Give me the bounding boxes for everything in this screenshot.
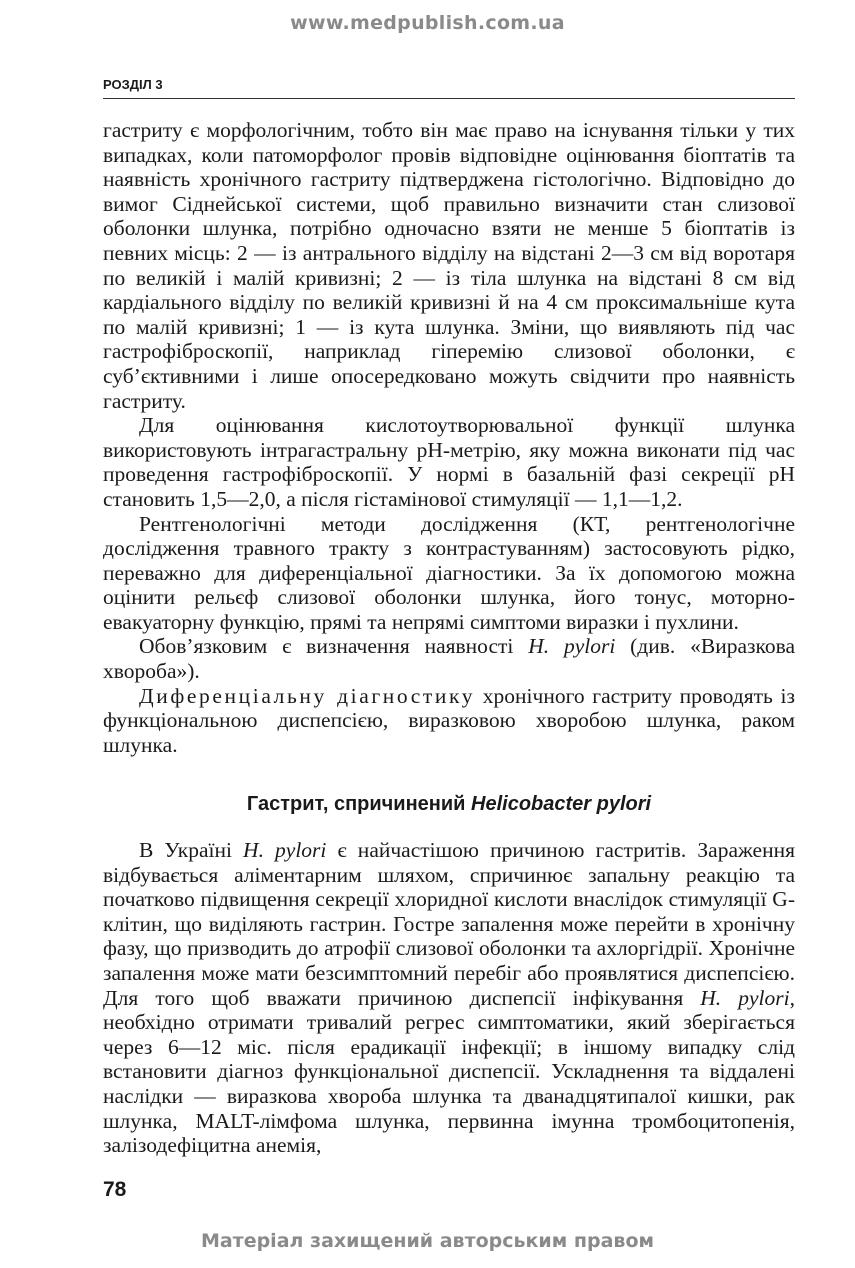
paragraph-6-text-a: В Україні (139, 838, 244, 862)
paragraph-4 (103, 634, 795, 683)
paragraph-5-text: хронічного гастриту проводять із функціональною диспепсією, виразковою хворобою шлунка, раком шлунка. (103, 683, 795, 757)
paragraph-1: гастриту є морфологічним, тобто він має право на існування тільки у тих випадках, коли патоморфолог провів відповідне оцінювання біоптатів та наявність хронічного гастриту підтверджена гістологічно. Відповідно до вимог Сіднейської системи, щоб правильно визначити стан слизової оболонки шлунка, потрібно одночасно взяти не менше 5 біоптатів із певних місць: 2 — із антрального відділу на відстані 2—3 см від воротаря по великій і малій кривизні; 2 — із тіла шлунка на відстані 8 см від кардіального відділу по великій кривизні й на 4 см проксимальніше кута по малій кривизні; 1 — із кута шлунка. Зміни, що виявляють під час гастрофіброскопії, наприклад гіперемію слизової оболонки, є суб’єктивними і лише опосередковано можуть свідчити про наявність гастриту. (103, 118, 795, 413)
copyright-notice: Матеріал захищений авторським правом (200, 1230, 655, 1252)
paragraph-5 (103, 684, 795, 758)
paragraph-6-italic-b: H. pylori (700, 985, 790, 1010)
running-head: РОЗДІЛ 3 (103, 77, 163, 92)
body-text-block-2 (103, 838, 795, 1158)
site-url: www.medpublish.com.ua (290, 12, 565, 34)
paragraph-5-spaced-term: Диференціальну діагностику (139, 683, 476, 708)
section-heading-plain: Гастрит, спричинений (246, 793, 472, 815)
paragraph-4-text-a: Обов’язковим є визначення наявності (139, 634, 529, 659)
paragraph-2: Для оцінювання кислотоутворювальної функції шлунка використовують інтрагастральну pH-метрію, яку можна виконати під час проведення гастрофіброскопії. У нормі в базальній фазі секреції pH становить 1,5—2,0, а після гістамінової стимуляції — 1,1—1,2. (103, 413, 795, 511)
paragraph-3: Рентгенологічні методи дослідження (КТ, рентгенологічне дослідження травного тракту з контрастуванням) застосовують рідко, переважно для диференціальної діагностики. За їх допомогою можна оцінити рельєф слизової оболонки шлунка, його тонус, моторно-евакуаторну функцію, прямі та непрямі симптоми виразки і пухлини. (103, 511, 795, 634)
section-heading-italic: Helicobacter pylori (471, 793, 652, 815)
section-heading (103, 793, 795, 816)
paragraph-6 (103, 838, 795, 1158)
page-number: 78 (103, 1178, 127, 1201)
header-rule (103, 98, 795, 99)
paragraph-4-text-b: (див. «Виразкова хвороба»). (103, 634, 796, 684)
paragraph-4-italic: H. pylori (528, 634, 616, 659)
paragraph-6-text-c: , необхідно отримати тривалий регрес симптоматики, який зберігається через 6—12 міс. після ерадикації інфекції; в іншому випадку слід встановити діагноз функціональної диспепсії. Ускладнення та віддалені наслідки — виразкова хвороба шлунка та дванадцятипалої кишки, рак шлунка, MALT-лімфома шлунка, первинна імунна тромбоцитопенія, залізодефіцитна анемія, (103, 985, 795, 1158)
paragraph-6-italic-a: H. pylori (243, 838, 327, 862)
body-text-block-1 (103, 118, 795, 757)
paragraph-6-text-b: є найчастішою причиною гастритів. Зараження відбувається аліментарним шляхом, спричинює запальну реакцію та початково підвищення секреції хлоридної кислоти внаслідок стимуляції G-клітин, що виділяють гастрин. Гостре запалення може перейти в хронічну фазу, що призводить до атрофії слизової оболонки та ахлоргідрії. Хронічне запалення може мати безсимптомний перебіг або проявлятися диспепсією. Для того щоб вважати причиною диспепсії інфікування (103, 838, 795, 1010)
